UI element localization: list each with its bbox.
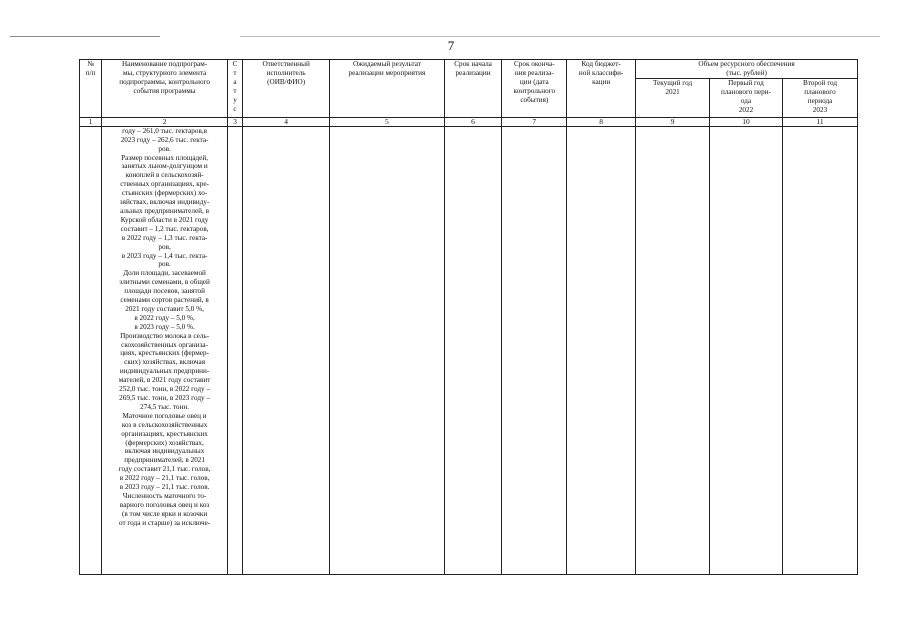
description-line: зяйствах, включая индивиду- [119, 198, 210, 207]
column-number: 5 [330, 117, 444, 126]
description-line: скохозяйственных организа- [121, 340, 209, 349]
description-line: в 2023 году – 1,4 тыс. гекта- [121, 251, 208, 260]
description-line: занятых льном-долгунцом и [121, 162, 208, 171]
description-line: 2021 году составит 5,0 %, [125, 304, 204, 313]
column-number: 1 [80, 117, 102, 126]
column-number: 6 [444, 117, 502, 126]
description-line: 252,0 тыс. тонн, в 2022 году – [119, 385, 210, 394]
page-number: 7 [447, 38, 455, 53]
description-line: (фермерских) хозяйствах, [125, 438, 204, 447]
description-line: ственных организациях, кре- [120, 180, 209, 189]
header-start-date: Срок начала реализации [444, 60, 502, 118]
description-line: семенами сортов растений, в [120, 296, 209, 305]
header-status-letter: т [233, 86, 237, 95]
header-budget-code: Код бюджет- ной классифи- кации [567, 60, 636, 118]
description-line: в 2023 году – 21,1 тыс. голов. [119, 483, 210, 492]
header-plan-year-1: Первый год планового пери- ода 2022 [710, 78, 783, 117]
description-line: ров. [158, 260, 171, 269]
description-line: составит – 1,2 тыс. гектаров, [120, 224, 209, 233]
header-status [227, 60, 242, 118]
cell-start-date [444, 126, 502, 574]
description-line: 274,5 тыс. тонн. [140, 402, 190, 411]
column-number: 7 [502, 117, 567, 126]
header-current-year: Текущий год 2021 [636, 78, 710, 117]
header-resources: Объем ресурсного обеспечения (тыс. рублей) [636, 60, 858, 79]
cell-plan-year-1 [710, 126, 783, 574]
description-line: Размер посевных площадей, [121, 153, 208, 162]
description-line: коз в сельскохозяйственных [121, 420, 208, 429]
description-line: ров, [158, 242, 171, 251]
column-number: 9 [636, 117, 710, 126]
header-plan-year-2: Второй год планового периода 2023 [782, 78, 857, 117]
header-status-letter: С [232, 60, 238, 68]
cell-number [80, 126, 102, 574]
description-line: Производство молока в сель- [120, 331, 210, 340]
description-line: мателей, в 2021 году составит [118, 376, 211, 385]
column-number: 3 [227, 117, 242, 126]
cell-responsible [243, 126, 330, 574]
description-line: (в том числе ярки и козочки [121, 509, 208, 518]
description-line: 269,5 тыс. тонн, в 2023 году – [119, 394, 210, 402]
cell-expected-result [330, 126, 444, 574]
column-number: 8 [567, 117, 636, 126]
column-number: 4 [243, 117, 330, 126]
scan-artifact-line-left [10, 36, 160, 37]
description-line: в 2023 году – 5,0 %. [134, 322, 195, 331]
cell-current-year [636, 126, 710, 574]
description-line: Курской области в 2021 году [120, 215, 209, 224]
cell-budget-code [567, 126, 636, 574]
description-line: индивидуальных предприни- [119, 367, 210, 376]
description-line: Численность маточного то- [122, 491, 207, 500]
description-line: альных предпринимателей, в [120, 206, 209, 215]
scan-artifact-line-right [240, 36, 880, 37]
description-line: году – 261,0 тыс. гектаров,в [122, 126, 208, 135]
description-line: варного поголовья овец и коз [119, 500, 210, 509]
description-line: Маточное поголовье овец и [122, 411, 207, 420]
header-name: Наименование подпрограм- мы, структурного элемента подпрограммы, контрольного события программы [102, 60, 228, 118]
cell-end-date [502, 126, 567, 574]
description-line: ских) хозяйствах, включая [124, 358, 206, 367]
description-line: циях, крестьянских (фермер- [120, 349, 209, 358]
column-number: 10 [710, 117, 783, 126]
description-line: в 2022 году – 21,1 тыс. голов, [119, 474, 210, 483]
description-line: включая индивидуальных [124, 447, 205, 456]
header-status-letter: а [233, 77, 237, 86]
header-expected-result: Ожидаемый результат реализации мероприятия [330, 60, 444, 118]
header-responsible: Ответственный исполнитель (ОИВ/ФИО) [243, 60, 330, 118]
description-line: стьянских (фермерских) хо- [121, 189, 208, 198]
description-line: элитными семенами, в общей [119, 278, 210, 287]
description-line: Доли площади, засеваемой [123, 269, 206, 278]
description-line: предпринимателей, в 2021 [124, 456, 205, 465]
description-line: площади посевов, занятой [124, 287, 205, 296]
description-line: в 2022 году – 1,3 тыс. гекта- [121, 233, 208, 242]
column-number: 11 [782, 117, 857, 126]
cell-status [227, 126, 242, 574]
header-end-date: Срок оконча- ния реализа- ции (дата контрольного события) [502, 60, 567, 118]
program-plan-table [79, 59, 858, 575]
header-number: № п/п [80, 60, 102, 118]
description-line: организациях, крестьянских [121, 429, 208, 438]
cell-plan-year-2 [782, 126, 857, 574]
header-status-letter: с [233, 104, 237, 113]
description-line: коноплей в сельскохозяй- [125, 171, 204, 180]
description-line: от года и старше) за исключе- [118, 518, 211, 527]
description-line: году составит 21,1 тыс. голов, [118, 465, 211, 474]
header-status-letter: т [233, 68, 237, 77]
table-row [80, 126, 858, 574]
description-line: 2023 году – 262,6 тыс. гекта- [120, 135, 209, 144]
header-status-letter: у [233, 95, 237, 104]
description-cell [102, 126, 228, 574]
column-number: 2 [102, 117, 228, 126]
description-line: в 2022 году – 5,0 %, [134, 313, 195, 322]
description-line: ров. [158, 144, 171, 153]
